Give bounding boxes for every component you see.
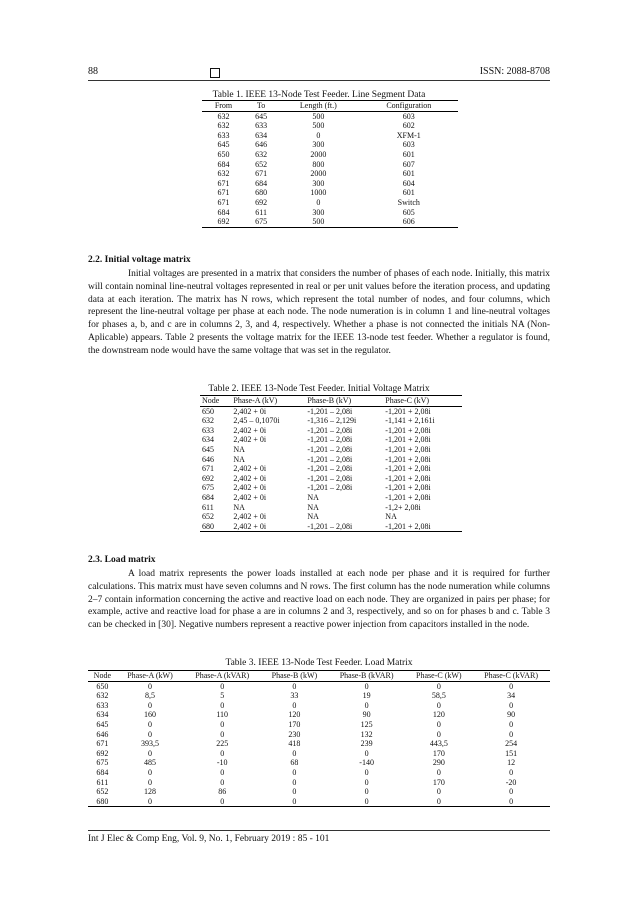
table2-col-header: Node bbox=[200, 396, 231, 407]
table-cell: 0 bbox=[220, 767, 225, 777]
table-row bbox=[88, 730, 550, 740]
table-cell: 634 bbox=[255, 130, 268, 140]
table-cell: 632 bbox=[96, 691, 109, 701]
table-cell: 0 bbox=[292, 767, 297, 777]
table-cell: 500 bbox=[277, 217, 359, 227]
page-footer bbox=[88, 830, 550, 844]
table-row bbox=[202, 179, 458, 189]
table-cell: 650 bbox=[217, 149, 230, 159]
table-cell: NA bbox=[307, 502, 319, 512]
table-cell: 12 bbox=[507, 758, 516, 768]
table-cell: 2000 bbox=[310, 169, 327, 179]
table-cell: 607 bbox=[402, 159, 415, 169]
table-row bbox=[200, 512, 462, 522]
table-cell: 128 bbox=[143, 787, 156, 797]
table-cell: 675 bbox=[202, 483, 214, 493]
table-cell: 0 bbox=[220, 729, 225, 739]
table2-col-header: Phase-C (kV) bbox=[383, 396, 462, 407]
table-cell: 2,402 + 0i bbox=[233, 435, 267, 445]
square-icon bbox=[210, 68, 220, 78]
table-cell: 684 bbox=[96, 767, 109, 777]
table-cell: 684 bbox=[217, 207, 230, 217]
table-cell: 0 bbox=[292, 681, 297, 691]
table3-col-header: Phase-A (kW) bbox=[117, 671, 184, 682]
table-cell: 0 bbox=[509, 729, 514, 739]
table-cell: 132 bbox=[360, 729, 373, 739]
table-cell: 0 bbox=[220, 748, 225, 758]
table-cell: 0 bbox=[147, 681, 152, 691]
table-cell: 0 bbox=[147, 719, 152, 729]
table-cell: 418 bbox=[288, 739, 301, 749]
table-cell: 0 bbox=[364, 767, 369, 777]
table-row bbox=[200, 416, 462, 426]
table-cell: 2,402 + 0i bbox=[233, 425, 267, 435]
table-cell: 671 bbox=[217, 197, 230, 207]
table-cell: 646 bbox=[202, 454, 214, 464]
table-cell: -1,201 – 2,08i bbox=[305, 522, 383, 532]
table-cell: 633 bbox=[96, 700, 109, 710]
table-cell: 300 bbox=[312, 178, 325, 188]
table-row bbox=[200, 455, 462, 465]
table-cell: 0 bbox=[183, 797, 261, 807]
table-cell: 0 bbox=[316, 197, 321, 207]
table-cell: 633 bbox=[202, 425, 214, 435]
table-cell: -1,201 – 2,08i bbox=[307, 406, 353, 416]
table-cell: 645 bbox=[255, 111, 268, 121]
table-row bbox=[88, 720, 550, 730]
table-cell: 0 bbox=[364, 700, 369, 710]
table-cell: 632 bbox=[217, 169, 230, 179]
table-cell: 170 bbox=[432, 777, 445, 787]
table-cell: 611 bbox=[202, 502, 214, 512]
table-cell: NA bbox=[307, 492, 319, 502]
table-cell: 0 bbox=[147, 729, 152, 739]
table-cell: 0 bbox=[220, 681, 225, 691]
table-cell: 170 bbox=[288, 719, 301, 729]
table-cell: 0 bbox=[292, 777, 297, 787]
table-cell: 0 bbox=[220, 700, 225, 710]
table-cell: NA bbox=[233, 502, 245, 512]
table-cell: 0 bbox=[220, 719, 225, 729]
table3-col-header: Phase-B (kVAR) bbox=[328, 671, 406, 682]
table-cell: 393,5 bbox=[140, 739, 159, 749]
table1-caption: Table 1. IEEE 13-Node Test Feeder. Line Segment Data bbox=[212, 90, 426, 100]
table1-col-header: From bbox=[202, 101, 245, 112]
table-cell: 611 bbox=[255, 207, 267, 217]
table-cell: 0 bbox=[509, 700, 514, 710]
table-cell: 19 bbox=[362, 691, 371, 701]
table-cell: 500 bbox=[312, 121, 325, 131]
table-cell: 485 bbox=[143, 758, 156, 768]
header-rule bbox=[88, 80, 550, 81]
table-cell: 1000 bbox=[310, 188, 327, 198]
table-cell: 0 bbox=[328, 797, 406, 807]
table-row bbox=[88, 749, 550, 759]
table-cell: 0 bbox=[509, 787, 514, 797]
table2-header-row bbox=[200, 396, 462, 407]
table2 bbox=[200, 395, 462, 532]
table-cell: 2,402 + 0i bbox=[233, 406, 267, 416]
table-cell: 800 bbox=[312, 159, 325, 169]
table-cell: 300 bbox=[312, 207, 325, 217]
table2-col-header: Phase-A (kV) bbox=[231, 396, 305, 407]
table-cell: 2,402 + 0i bbox=[233, 512, 267, 522]
table-cell: 0 bbox=[436, 719, 441, 729]
table-cell: 0 bbox=[147, 777, 152, 787]
table-row bbox=[202, 208, 458, 218]
table-cell: 86 bbox=[218, 787, 227, 797]
table-cell: 603 bbox=[402, 111, 415, 121]
table-cell: 2,402 + 0i bbox=[233, 492, 267, 502]
table-cell: 680 bbox=[255, 188, 268, 198]
table-cell: 34 bbox=[507, 691, 516, 701]
table-cell: 633 bbox=[255, 121, 268, 131]
table3-col-header: Phase-A (kVAR) bbox=[183, 671, 261, 682]
table-cell: -1,201 + 2,08i bbox=[385, 454, 431, 464]
table-cell: 0 bbox=[147, 700, 152, 710]
table-cell: 652 bbox=[96, 787, 109, 797]
table-cell: 645 bbox=[217, 140, 230, 150]
table-row bbox=[200, 426, 462, 436]
table-cell: 0 bbox=[436, 681, 441, 691]
table-cell: 603 bbox=[402, 140, 415, 150]
table-cell: 125 bbox=[360, 719, 373, 729]
table-cell: 605 bbox=[402, 207, 415, 217]
table-cell: 160 bbox=[143, 710, 156, 720]
table-cell: 0 bbox=[364, 681, 369, 691]
table-row bbox=[88, 681, 550, 691]
table-cell: 604 bbox=[402, 178, 415, 188]
table2-body bbox=[200, 406, 462, 532]
table-cell: 680 bbox=[88, 797, 117, 807]
table-cell: -1,201 + 2,08i bbox=[385, 464, 431, 474]
table-cell: 692 bbox=[202, 217, 245, 227]
table-cell: 0 bbox=[147, 748, 152, 758]
table-cell: 500 bbox=[312, 111, 325, 121]
table-cell: 645 bbox=[96, 719, 109, 729]
table3-col-header: Phase-C (kW) bbox=[406, 671, 473, 682]
table3-caption: Table 3. IEEE 13-Node Test Feeder. Load Matrix bbox=[225, 658, 413, 668]
table-cell: 0 bbox=[292, 700, 297, 710]
table-cell: 692 bbox=[202, 473, 214, 483]
table-cell: -1,201 + 2,08i bbox=[385, 483, 431, 493]
table-cell: 58,5 bbox=[431, 691, 446, 701]
table-cell: 0 bbox=[316, 130, 321, 140]
table1-col-header: To bbox=[245, 101, 277, 112]
table-row bbox=[200, 435, 462, 445]
table3-col-header: Phase-B (kW) bbox=[261, 671, 328, 682]
table-cell: 254 bbox=[505, 739, 518, 749]
table-cell: -1,201 + 2,08i bbox=[383, 522, 462, 532]
table-cell: -1,201 + 2,08i bbox=[385, 435, 431, 445]
table-cell: 151 bbox=[505, 748, 518, 758]
section-2-2-heading: 2.2. Initial voltage matrix bbox=[88, 255, 191, 265]
table-cell: -1,201 + 2,08i bbox=[385, 492, 431, 502]
table1-col-header: Length (ft.) bbox=[277, 101, 359, 112]
table-row bbox=[88, 778, 550, 788]
table-cell: 0 bbox=[364, 787, 369, 797]
table-row bbox=[202, 121, 458, 131]
table-row bbox=[202, 169, 458, 179]
table3 bbox=[88, 670, 550, 807]
table-cell: 0 bbox=[472, 797, 550, 807]
table-cell: 0 bbox=[364, 748, 369, 758]
table-cell: 0 bbox=[436, 787, 441, 797]
table-cell: 239 bbox=[360, 739, 373, 749]
table-cell: 2,402 + 0i bbox=[233, 483, 267, 493]
table-cell: 443,5 bbox=[429, 739, 448, 749]
table-cell: 680 bbox=[200, 522, 231, 532]
table-cell: -1,201 – 2,08i bbox=[307, 483, 353, 493]
table-row bbox=[200, 445, 462, 455]
page-header bbox=[88, 66, 550, 82]
table-cell: 120 bbox=[288, 710, 301, 720]
table-cell: 671 bbox=[217, 178, 230, 188]
table-row bbox=[202, 150, 458, 160]
table-cell: 0 bbox=[406, 797, 473, 807]
table-cell: -140 bbox=[359, 758, 374, 768]
table-cell: 0 bbox=[220, 777, 225, 787]
table-cell: -1,2+ 2,08i bbox=[385, 502, 421, 512]
table-row bbox=[202, 188, 458, 198]
table-cell: -1,201 – 2,08i bbox=[307, 464, 353, 474]
table-cell: 601 bbox=[402, 188, 415, 198]
table-cell: 632 bbox=[202, 416, 214, 426]
table1-col-header: Configuration bbox=[360, 101, 458, 112]
table-cell: 671 bbox=[96, 739, 109, 749]
table-row bbox=[200, 522, 462, 532]
table3-body bbox=[88, 681, 550, 807]
table-cell: 0 bbox=[292, 748, 297, 758]
table-cell: 2000 bbox=[310, 149, 327, 159]
table-row bbox=[202, 198, 458, 208]
table1-header-row bbox=[202, 101, 458, 112]
table-cell: 0 bbox=[509, 681, 514, 691]
issn: ISSN: 2088-8708 bbox=[479, 66, 550, 77]
section-2-3-heading: 2.3. Load matrix bbox=[88, 555, 156, 565]
table-cell: 110 bbox=[216, 710, 229, 720]
table-cell: -10 bbox=[216, 758, 228, 768]
table-cell: 606 bbox=[360, 217, 458, 227]
table-cell: 33 bbox=[290, 691, 299, 701]
table-cell: 650 bbox=[202, 406, 214, 416]
table2-caption: Table 2. IEEE 13-Node Test Feeder. Initial Voltage Matrix bbox=[208, 384, 430, 394]
table-row bbox=[202, 111, 458, 121]
table-cell: 90 bbox=[507, 710, 516, 720]
table-row bbox=[88, 787, 550, 797]
table-cell: 671 bbox=[202, 464, 214, 474]
table-row bbox=[200, 474, 462, 484]
table-cell: 652 bbox=[202, 512, 214, 522]
table-cell: 650 bbox=[96, 681, 109, 691]
table-cell: -1,201 + 2,08i bbox=[385, 425, 431, 435]
table-cell: 300 bbox=[312, 140, 325, 150]
table-cell: 646 bbox=[255, 140, 268, 150]
table-row bbox=[200, 406, 462, 416]
table-cell: 632 bbox=[217, 121, 230, 131]
table-cell: NA bbox=[233, 444, 245, 454]
table-cell: 170 bbox=[432, 748, 445, 758]
table-cell: 684 bbox=[202, 492, 214, 502]
table-cell: 5 bbox=[220, 691, 225, 701]
table-cell: 230 bbox=[288, 729, 301, 739]
table-cell: 68 bbox=[290, 758, 299, 768]
table-cell: 0 bbox=[147, 767, 152, 777]
table-cell: 8,5 bbox=[144, 691, 155, 701]
table-cell: 225 bbox=[216, 739, 229, 749]
table-cell: -1,201 + 2,08i bbox=[385, 406, 431, 416]
table-cell: 675 bbox=[96, 758, 109, 768]
table-row bbox=[200, 464, 462, 474]
table2-col-header: Phase-B (kV) bbox=[305, 396, 383, 407]
table-cell: -1,201 + 2,08i bbox=[385, 444, 431, 454]
table-row bbox=[88, 701, 550, 711]
table-cell: 601 bbox=[402, 169, 415, 179]
section-2-3-paragraph: A load matrix represents the power loads installed at each node per phase and it is required for further calculations. This matrix must have seven columns and N rows. The first column has the node numeration while columns 2–7 contain information concerning the active and reactive load on each node. They are organized in pairs per phase; for example, active and reactive load for phase a are in columns 2 and 3, respectively, and so on for phases b and c. Table 3 can be checked in [30]. Negative numbers represent a reactive power injection from capacitors installed in the node. bbox=[88, 569, 550, 631]
table-cell: -1,201 – 2,08i bbox=[307, 425, 353, 435]
table-cell: Switch bbox=[397, 197, 420, 207]
table-cell: 634 bbox=[96, 710, 109, 720]
table-cell: 0 bbox=[364, 777, 369, 787]
table-cell: 652 bbox=[255, 159, 268, 169]
table-cell: NA bbox=[385, 512, 397, 522]
table-row bbox=[88, 739, 550, 749]
table-row bbox=[200, 503, 462, 513]
table-cell: 632 bbox=[255, 149, 268, 159]
table-cell: 2,45 – 0,1070i bbox=[233, 416, 280, 426]
table-cell: 634 bbox=[202, 435, 214, 445]
table-cell: NA bbox=[233, 454, 245, 464]
table-cell: NA bbox=[307, 512, 319, 522]
table-cell: 692 bbox=[255, 197, 268, 207]
table-cell: 0 bbox=[436, 767, 441, 777]
table1-body bbox=[202, 111, 458, 227]
table-cell: 671 bbox=[217, 188, 230, 198]
table-cell: -1,201 – 2,08i bbox=[307, 454, 353, 464]
table-cell: 675 bbox=[245, 217, 277, 227]
table-cell: 0 bbox=[117, 797, 184, 807]
table-row bbox=[88, 797, 550, 807]
table-cell: 90 bbox=[362, 710, 371, 720]
table3-header-row bbox=[88, 671, 550, 682]
table1 bbox=[202, 100, 458, 228]
table-cell: 671 bbox=[255, 169, 268, 179]
table-cell: -20 bbox=[505, 777, 517, 787]
table-cell: 2,402 + 0i bbox=[233, 473, 267, 483]
table-row bbox=[200, 493, 462, 503]
table-row bbox=[200, 483, 462, 493]
table-cell: XFM-1 bbox=[396, 130, 421, 140]
table-row bbox=[202, 217, 458, 227]
table-cell: 633 bbox=[217, 130, 230, 140]
table-cell: 2,402 + 0i bbox=[231, 522, 305, 532]
table-cell: 0 bbox=[292, 787, 297, 797]
table-cell: 0 bbox=[436, 700, 441, 710]
footer-rule bbox=[88, 830, 550, 831]
table-cell: -1,201 – 2,08i bbox=[307, 444, 353, 454]
table-row bbox=[202, 160, 458, 170]
table-cell: -1,316 – 2,129i bbox=[307, 416, 357, 426]
journal-citation: Int J Elec & Comp Eng, Vol. 9, No. 1, February 2019 : 85 - 101 bbox=[88, 834, 330, 844]
table-cell: 2,402 + 0i bbox=[233, 464, 267, 474]
table-cell: 0 bbox=[261, 797, 328, 807]
section-2-2-paragraph: Initial voltages are presented in a matrix that considers the number of phases of each node. Initially, this matrix will contain nominal line-neutral voltages represented in real or per unit values before the iteration process, and updating data at each iteration. The matrix has N rows, which represent the total number of nodes, and four columns, which represent the line-neutral voltage per phase at each node. The node numeration is in column 1 and line-neutral voltages for phases a, b, and c are in columns 2, 3, and 4, respectively. Whether a phase is not connected the initials NA (Non-Aplicable) appears. Table 2 presents the voltage matrix for the IEEE 13-node test feeder. Whether a regulator is found, the downstream node would have the same voltage that was set in the regulator. bbox=[88, 269, 551, 356]
table-row bbox=[202, 140, 458, 150]
table-cell: -1,141 + 2,161i bbox=[385, 416, 435, 426]
table-cell: 0 bbox=[509, 719, 514, 729]
table-cell: 646 bbox=[96, 729, 109, 739]
table-row bbox=[88, 710, 550, 720]
table-cell: 0 bbox=[436, 729, 441, 739]
table-cell: 692 bbox=[96, 748, 109, 758]
table-cell: -1,201 – 2,08i bbox=[307, 473, 353, 483]
table3-col-header: Phase-C (kVAR) bbox=[472, 671, 550, 682]
table-cell: 602 bbox=[402, 121, 415, 131]
table-cell: 290 bbox=[432, 758, 445, 768]
table-cell: -1,201 + 2,08i bbox=[385, 473, 431, 483]
table-cell: -1,201 – 2,08i bbox=[307, 435, 353, 445]
table-row bbox=[88, 691, 550, 701]
table-cell: 684 bbox=[217, 159, 230, 169]
table-cell: 0 bbox=[509, 767, 514, 777]
table-row bbox=[88, 758, 550, 768]
table3-col-header: Node bbox=[88, 671, 117, 682]
table-cell: 611 bbox=[96, 777, 109, 787]
table-cell: 601 bbox=[402, 149, 415, 159]
table-cell: 684 bbox=[255, 178, 268, 188]
table-row bbox=[88, 768, 550, 778]
page-number: 88 bbox=[88, 66, 98, 77]
table-cell: 120 bbox=[432, 710, 445, 720]
table-cell: 645 bbox=[202, 444, 214, 454]
table-cell: 632 bbox=[217, 111, 230, 121]
table-row bbox=[202, 131, 458, 141]
